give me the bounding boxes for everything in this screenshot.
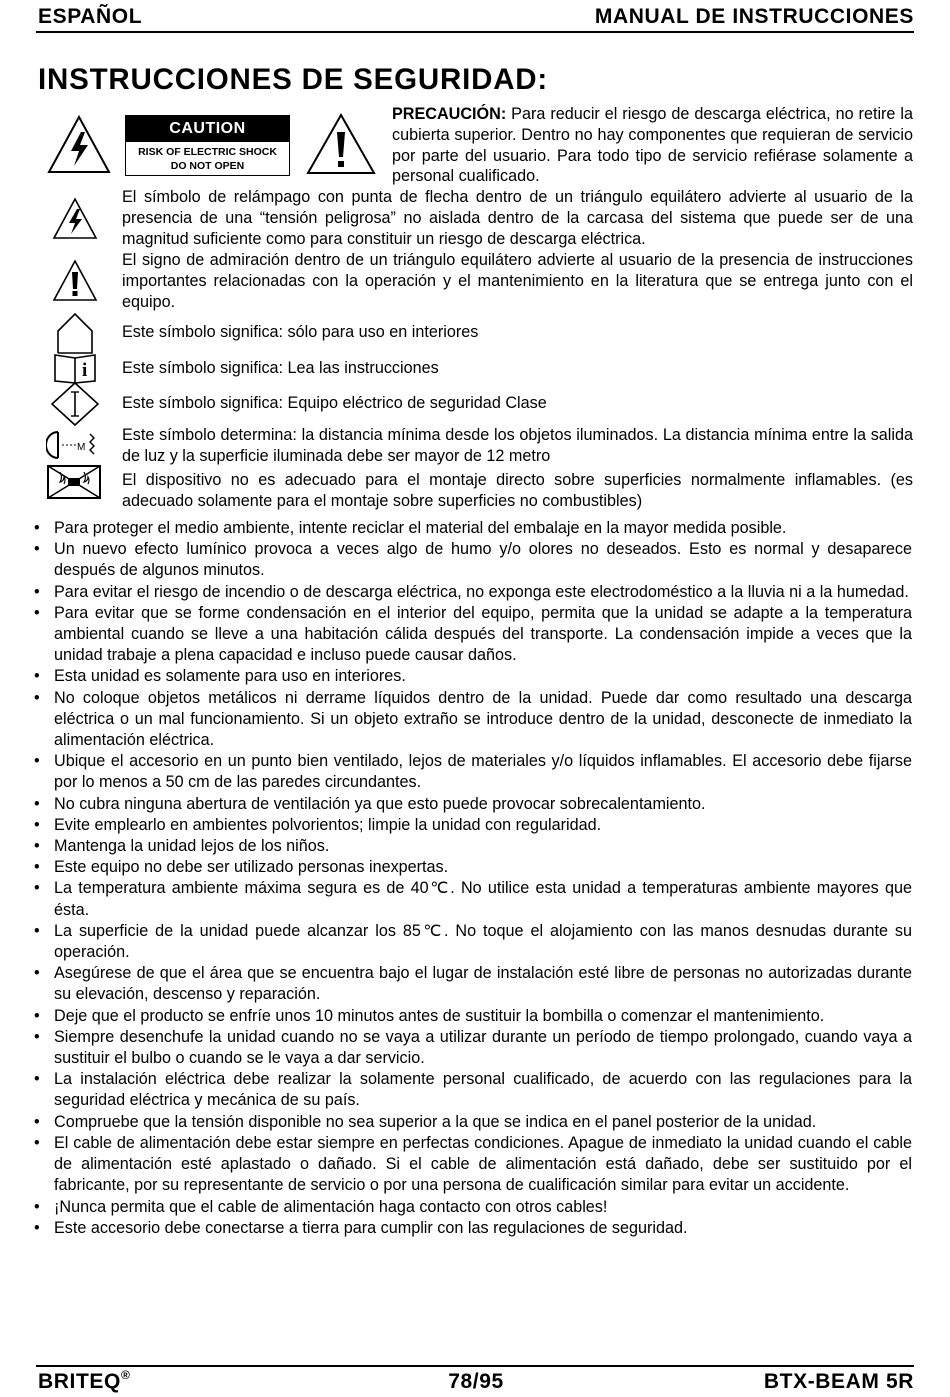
list-item: • Para proteger el medio ambiente, intente reciclar el material del embalaje en la mayor medida posible. bbox=[30, 518, 912, 539]
header-language: ESPAÑOL bbox=[38, 5, 143, 28]
list-item: • Compruebe que la tensión disponible no sea superior a la que se indica en el panel posterior de la unidad. bbox=[30, 1112, 912, 1133]
list-item: • La temperatura ambiente máxima segura es de 40℃. No utilice esta unidad a temperaturas ambiente mayores que ésta. bbox=[30, 878, 912, 920]
caution-label-sub bbox=[126, 142, 289, 173]
indoor-house-icon bbox=[52, 311, 98, 355]
caution-line-1: RISK OF ELECTRIC SHOCK bbox=[138, 146, 277, 158]
symbol-text-indoor: Este símbolo significa: sólo para uso en interiores bbox=[122, 323, 479, 341]
list-item: • Mantenga la unidad lejos de los niños. bbox=[30, 836, 912, 857]
brand-name: BRITEQ bbox=[38, 1370, 121, 1393]
list-item: • Esta unidad es solamente para uso en interiores. bbox=[30, 666, 912, 687]
list-item: • Para evitar el riesgo de incendio o de descarga eléctrica, no exponga este electrodoméstico a la lluvia ni a la humedad. bbox=[30, 582, 912, 603]
list-item: • Deje que el producto se enfríe unos 10 minutos antes de sustituir la bombilla o comenzar el mantenimiento. bbox=[30, 1006, 912, 1027]
exclamation-triangle-icon bbox=[305, 112, 377, 177]
minimum-distance-icon bbox=[46, 428, 102, 462]
exclamation-triangle-icon bbox=[52, 259, 98, 303]
symbol-text-exclamation: El signo de admiración dentro de un triángulo equilátero advierte al usuario de la presencia de instrucciones importantes relacionadas con la operación y el mantenimiento en la literatura que se entrega junto con el equipo. bbox=[122, 251, 913, 311]
list-item: • Este accesorio debe conectarse a tierra para cumplir con las regulaciones de seguridad. bbox=[30, 1218, 912, 1239]
list-item: • La superficie de la unidad puede alcanzar los 85℃. No toque el alojamiento con las manos desnudas durante su operación. bbox=[30, 921, 912, 963]
symbol-text-read: Este símbolo significa: Lea las instrucciones bbox=[122, 359, 439, 377]
list-item: • ¡Nunca permita que el cable de alimentación haga contacto con otros cables! bbox=[30, 1197, 912, 1218]
read-instructions-icon bbox=[52, 352, 98, 384]
symbol-text-safety-class: Este símbolo significa: Equipo eléctrico de seguridad Clase bbox=[122, 394, 547, 412]
list-item: • No coloque objetos metálicos ni derrame líquidos dentro de la unidad. Puede dar como resultado una descarga eléctrica o un mal funcionamiento. Si un objeto extraño se introduce dentro de la unidad, desconecte de inmediato la alimentación eléctrica. bbox=[30, 688, 912, 752]
list-item: • Evite emplearlo en ambientes polvorientos; limpie la unidad con regularidad. bbox=[30, 815, 912, 836]
symbol-text-distance: Este símbolo determina: la distancia mínima desde los objetos iluminados. La distancia mínima entre la salida de luz y la superficie iluminada debe ser mayor de 12 metro bbox=[122, 426, 913, 465]
registered-mark: ® bbox=[120, 1368, 131, 1382]
svg-text:M: M bbox=[77, 442, 86, 453]
list-item: • No cubra ninguna abertura de ventilación ya que esto puede provocar sobrecalentamiento. bbox=[30, 794, 912, 815]
caution-label-title: CAUTION bbox=[126, 116, 289, 142]
safety-class-icon bbox=[50, 381, 100, 427]
lightning-triangle-icon bbox=[52, 197, 98, 241]
page-header bbox=[38, 4, 914, 30]
list-item: • Ubique el accesorio en un punto bien ventilado, lejos de materiales y/o líquidos inflamables. El accesorio debe fijarse por lo menos a 50 cm de las paredes circundantes. bbox=[30, 751, 912, 793]
page-number: 78/95 bbox=[448, 1370, 504, 1393]
safety-bullet-list bbox=[30, 518, 912, 1239]
list-item: • La instalación eléctrica debe realizar la solamente personal cualificado, de acuerdo con las regulaciones para la seguridad eléctrica y mecánica de su país. bbox=[30, 1069, 912, 1111]
header-manual-title: MANUAL DE INSTRUCCIONES bbox=[594, 5, 914, 28]
header-rule bbox=[36, 31, 914, 33]
precaution-text bbox=[392, 104, 913, 187]
precaution-body: Para reducir el riesgo de descarga eléctrica, no retire la cubierta superior. Dentro no hay componentes que requieran de servicio por parte del usuario. Para todo tipo de servicio refiérase solamente a personal cualificado. bbox=[392, 105, 913, 186]
flammable-surface-icon bbox=[46, 464, 102, 500]
caution-label bbox=[125, 115, 290, 176]
svg-text:i: i bbox=[82, 360, 88, 381]
list-item: • Para evitar que se forme condensación en el interior del equipo, permita que la unidad se adapte a la temperatura ambiental cuando se lleve a una habitación cálida después del transporte. La condensación impide a veces que la unidad trabaje a plena capacidad e incluso puede causar daños. bbox=[30, 603, 912, 667]
list-item: • El cable de alimentación debe estar siempre en perfectas condiciones. Apague de inmediato la unidad cuando el cable de alimentación esté aplastado o dañado. Si el cable de alimentación está dañado, debe ser sustituido por el fabricante, por su representante de servicio o por una persona de cualificación similar para evitar un accidente. bbox=[30, 1133, 912, 1197]
list-item: • Asegúrese de que el área que se encuentra bajo el lugar de instalación esté libre de personas no autorizadas durante su elevación, descenso y reparación. bbox=[30, 963, 912, 1005]
list-item: • Este equipo no debe ser utilizado personas inexpertas. bbox=[30, 857, 912, 878]
precaution-bold: PRECAUCIÓN: bbox=[392, 105, 507, 123]
footer-model: BTX-BEAM 5R bbox=[763, 1370, 914, 1393]
list-item: • Un nuevo efecto lumínico provoca a veces algo de humo y/o olores no deseados. Esto es normal y desaparece después de algunos minutos. bbox=[30, 539, 912, 581]
page-title: INSTRUCCIONES DE SEGURIDAD: bbox=[38, 63, 549, 96]
lightning-triangle-icon bbox=[46, 114, 112, 176]
list-item: • Siempre desenchufe la unidad cuando no se vaya a utilizar durante un período de tiempo prolongado, cuando vaya a sustituir el bulbo o cuando se le vaya a dar servicio. bbox=[30, 1027, 912, 1069]
caution-line-2: DO NOT OPEN bbox=[170, 160, 245, 172]
symbol-text-lightning: El símbolo de relámpago con punta de flecha dentro de un triángulo equilátero advierte al usuario de la presencia de una “tensión peligrosa” no aislada dentro de la carcasa del sistema que puede ser de una magnitud suficiente como para constituir un riesgo de descarga eléctrica. bbox=[122, 188, 913, 248]
footer-rule bbox=[36, 1365, 914, 1367]
symbol-text-flammable: El dispositivo no es adecuado para el montaje directo sobre superficies normalmente inflamables. (es adecuado solamente para el montaje sobre superficies no combustibles) bbox=[122, 471, 913, 510]
page-footer bbox=[38, 1370, 914, 1396]
